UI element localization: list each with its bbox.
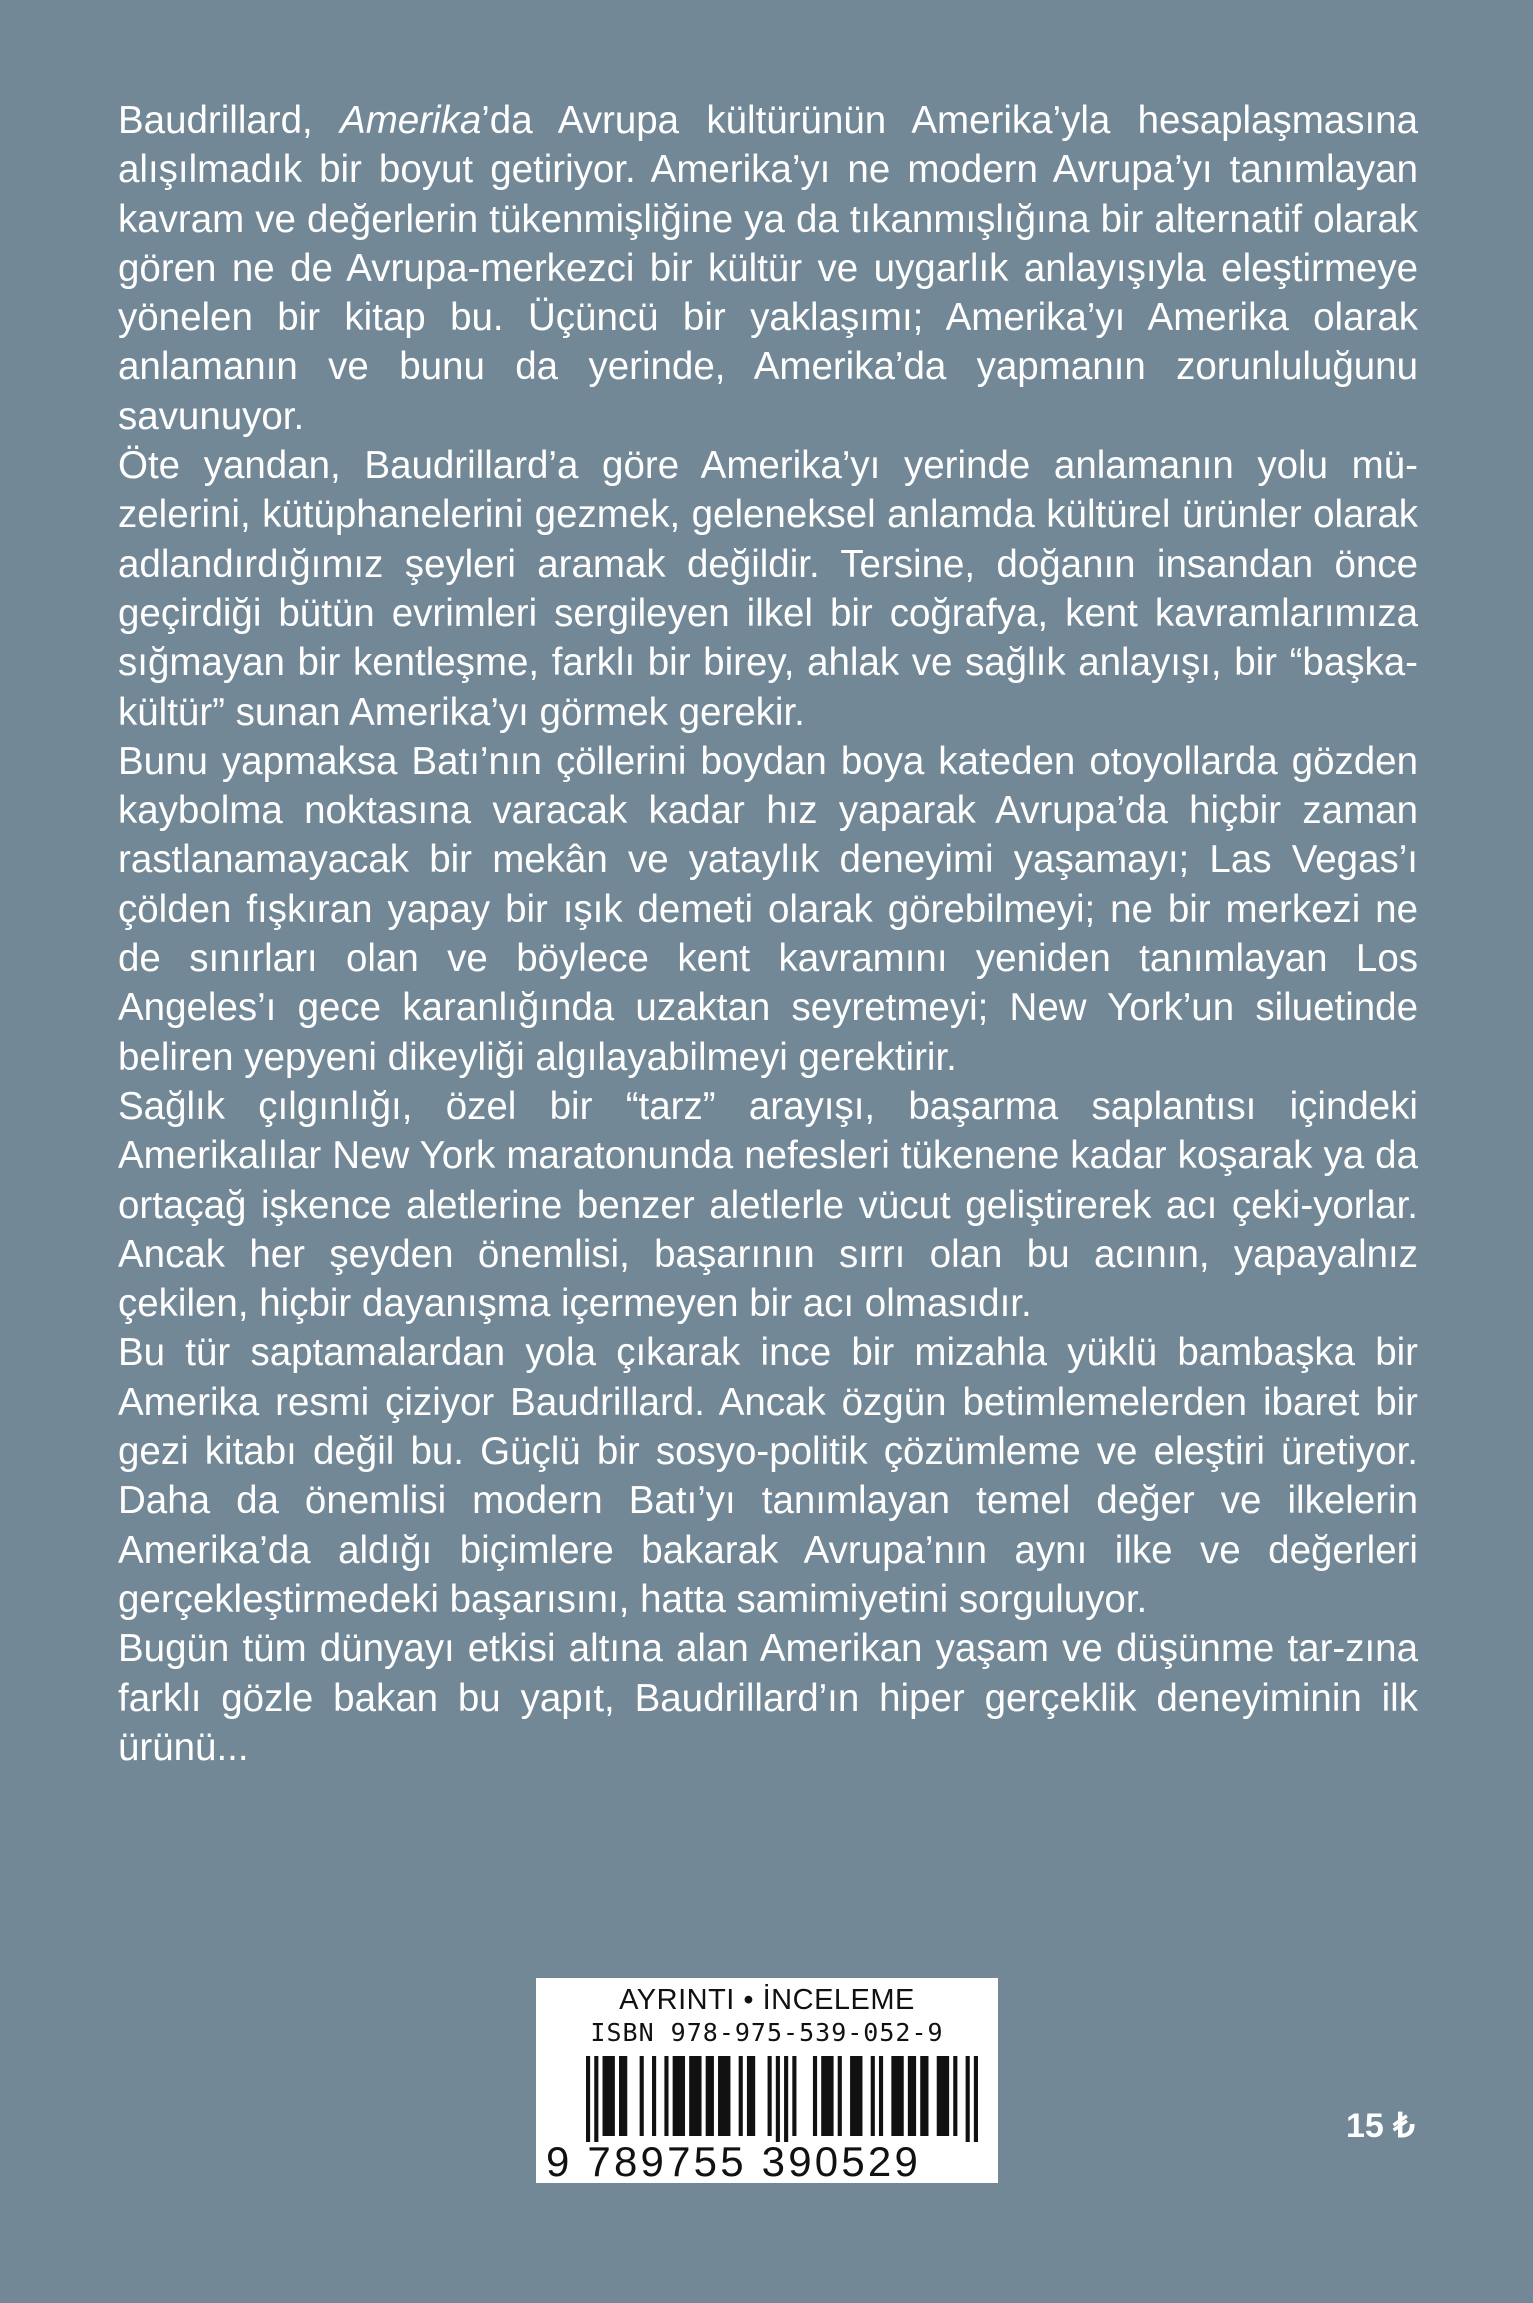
barcode-bar [937, 2056, 949, 2136]
barcode-bar [784, 2056, 788, 2142]
barcode-bar [640, 2056, 644, 2136]
barcode-bar [689, 2056, 701, 2136]
barcode-bar [908, 2056, 916, 2136]
barcode-bar [652, 2056, 656, 2136]
barcode-bar [706, 2056, 714, 2136]
blurb-paragraph-5: Bu tür saptamalardan yola çıkarak ince bir mizahla yüklü bambaşka bir Amerika resmi çiziyor Baudrillard. Ancak özgün betimlemelerden ibaret bir gezi kitabı değil bu. Güçlü bir sosyo-politik çözümleme ve eleştiri üretiyor. Daha da önemlisi modern Batı’yı tanımlayan temel değer ve ilkelerin Amerika’da aldığı biçimlere bakarak Avrupa’nın aynı ilke ve değerleri gerçekleştirmedeki başarısını, hatta samimiyetini sorguluyor. [118, 1331, 1418, 1621]
blurb-paragraph-3: Bunu yapmaksa Batı’nın çöllerini boydan boya kateden otoyollarda gözden kaybolma noktasına varacak kadar hız yaparak Avrupa’da hiçbir zaman rastlanamayacak bir mekân ve yataylık deneyimi yaşamayı; Las Vegas’ı çölden fışkıran yapay bir ışık demeti olarak görebilmeyi; ne bir merkezi ne de sınırları olan ve böylece kent kavramını yeniden tanımlayan Los Angeles’ı gece karanlığında uzaktan seyretmeyi; New York’un siluetinde beliren yepyeni dikeyliği algılayabilmeyi gerektirir. [118, 739, 1418, 1079]
barcode-bar [879, 2056, 883, 2136]
ean-digits: 9 789755 390529 [546, 2138, 921, 2185]
barcode-bar [603, 2056, 615, 2136]
barcode-bar [871, 2056, 875, 2136]
barcode-bar [974, 2056, 978, 2142]
barcode-bar [953, 2056, 957, 2136]
barcode-bar [673, 2056, 685, 2136]
barcode-bar [718, 2056, 730, 2136]
isbn-number: ISBN 978-975-539-052-9 [590, 2018, 944, 2047]
barcode-bar [966, 2056, 970, 2142]
blurb-paragraph-4: Sağlık çılgınlığı, özel bir “tarz” arayışı, başarma saplantısı içindeki Amerikalılar New York maratonunda nefesleri tükenene kadar koşarak ya da ortaçağ işkence aletlerine benzer aletlerle vücut geliştirerek acı çeki-yorlar. Ancak her şeyden önemlisi, başarının sırrı olan bu acının, yapayalnız çekilen, hiçbir dayanışma içermeyen bir acı olmasıdır. [118, 1084, 1418, 1326]
barcode-bar [619, 2056, 627, 2136]
barcode-bars [586, 2056, 978, 2142]
series-name: AYRINTI • İNCELEME [619, 1984, 915, 2016]
barcode-bar [838, 2056, 842, 2136]
barcode-bar [776, 2056, 780, 2142]
barcode-bar [739, 2056, 743, 2136]
barcode-bar [768, 2056, 772, 2136]
barcode-bar [920, 2056, 928, 2136]
barcode-bar [813, 2056, 817, 2136]
barcode-bar [792, 2056, 796, 2136]
barcode-bar [747, 2056, 755, 2136]
barcode-bar [891, 2056, 903, 2136]
blurb-paragraph-2: Öte yandan, Baudrillard’a göre Amerika’yı yerinde anlamanın yolu müzelerini, kütüphanelerini gezmek, geleneksel anlamda kültürel ürünler olarak adlandırdığımız şeyleri aramak değildir. Tersine, doğanın insandan önce geçirdiği bütün evrimleri sergileyen ilkel bir coğrafya, kent kavramlarımıza sığmayan bir kentleşme, farklı bir birey, ahlak ve sağlık anlayışı, bir “başka-kültür” sunan Amerika’yı görmek gerekir. [118, 444, 1418, 734]
book-title-italic: Amerika [340, 99, 482, 142]
barcode-bar [594, 2056, 598, 2142]
blurb-paragraph-1: Baudrillard, Amerika’da Avrupa kültürünün Amerika’yla hesaplaşmasına alışılmadık bir boyut getiriyor. Amerika’yı ne modern Avrupa’yı tanımlayan kavram ve değerlerin tükenmişliğine ya da tıkanmışlığına bir alternatif olarak gören ne de Avrupa-merkezci bir kültür ve uygarlık anlayışıyla eleştirmeye yönelen bir kitap bu. Üçüncü bir yaklaşımı; Amerika’yı Amerika olarak anlamanın ve bunu da yerinde, Amerika’da yapmanın zorunluluğunu savunuyor. [118, 99, 1418, 438]
barcode-bar [586, 2056, 590, 2142]
blurb-paragraph-6: Bugün tüm dünyayı etkisi altına alan Amerikan yaşam ve düşünme tar-zına farklı gözle bakan bu yapıt, Baudrillard’ın hiper gerçeklik deneyiminin ilk ürünü... [118, 1627, 1418, 1769]
back-cover-blurb [118, 96, 1418, 1772]
barcode-bar [821, 2056, 833, 2136]
barcode-bar [850, 2056, 862, 2136]
barcode-bar [664, 2056, 668, 2136]
isbn-barcode-label [536, 1978, 998, 2183]
price-tag: 15 ₺ [1346, 2107, 1415, 2145]
